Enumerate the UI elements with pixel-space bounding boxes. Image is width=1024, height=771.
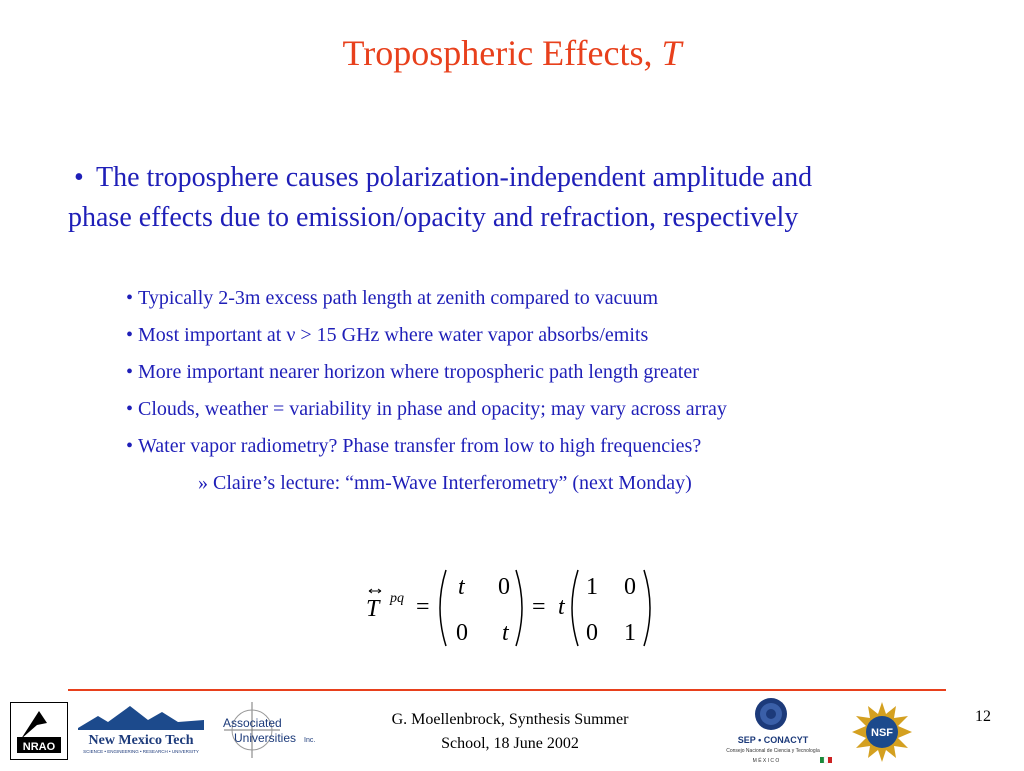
sub-bullet-2 [126, 324, 648, 347]
main-bullet-dot: • [74, 162, 84, 193]
m1-a22: t [502, 620, 509, 646]
associated-universities-logo [220, 700, 324, 760]
sub-bullet-dot: • [126, 435, 134, 457]
aui-line1: Associated [223, 716, 282, 730]
sub-bullet-text: Most important at ν > 15 GHz where water vapor absorbs/emits [138, 324, 649, 346]
nsf-logo [850, 700, 914, 764]
m2-a21: 0 [586, 620, 598, 646]
sub-sub-bullet: » Claire’s lecture: “mm-Wave Interferometry” (next Monday) [198, 472, 692, 494]
sub-bullet-dot: • [126, 324, 134, 346]
footer-line2: School, 18 June 2002 [441, 735, 579, 752]
sub-bullet-3 [126, 361, 699, 384]
sep-conacyt-text: SEP • CONACYT [737, 735, 809, 745]
title-text: Tropospheric Effects, [342, 33, 662, 73]
m1-a11: t [458, 574, 465, 600]
sub-bullet-1 [126, 287, 658, 310]
m2-a11: 1 [586, 574, 598, 600]
right-paren-2 [644, 570, 650, 646]
main-bullet-line-2: phase effects due to emission/opacity and refraction, respectively [68, 202, 799, 233]
new-mexico-tech-logo [78, 702, 204, 756]
sub-bullet-4 [126, 398, 727, 421]
m2-a22: 1 [624, 620, 636, 646]
title-italic-symbol: T [661, 33, 682, 73]
footer-divider [68, 689, 946, 691]
nrao-logo [10, 702, 68, 760]
sub-bullet-text: Typically 2-3m excess path length at zenith compared to vacuum [138, 287, 659, 309]
equation-superscript: pq [390, 591, 404, 606]
sub-bullet-text: Clouds, weather = variability in phase and opacity; may vary across array [138, 398, 727, 420]
equation-scalar: t [558, 594, 565, 620]
equation-equals-2: = [532, 594, 546, 620]
nrao-logo-text: NRAO [22, 741, 56, 753]
sub-bullet-text: More important nearer horizon where tropospheric path length greater [138, 361, 699, 383]
footer-line1: G. Moellenbrock, Synthesis Summer [391, 711, 629, 728]
main-bullet-line-1: The troposphere causes polarization-independent amplitude and [96, 162, 813, 193]
sub-bullet-dot: • [126, 361, 134, 383]
double-arrow-icon [369, 589, 381, 593]
jones-matrix-equation [360, 560, 680, 660]
sub-bullet-5 [126, 435, 701, 458]
right-paren-1 [516, 570, 522, 646]
nsf-text: NSF [871, 727, 893, 739]
sub-bullet-dot: • [126, 287, 134, 309]
sub-bullet-dot: • [126, 398, 134, 420]
m2-a12: 0 [624, 574, 636, 600]
left-paren-1 [440, 570, 446, 646]
m1-a12: 0 [498, 574, 510, 600]
mexico-text: M É X I C O [752, 758, 780, 764]
left-paren-2 [572, 570, 578, 646]
equation-symbol: T [366, 596, 380, 622]
aui-suffix: Inc. [304, 737, 316, 744]
page-number: 12 [975, 708, 991, 725]
conacyt-subtitle: Consejo Nacional de Ciencia y Tecnología [726, 748, 820, 754]
nmt-tagline: SCIENCE • ENGINEERING • RESEARCH • UNIVERSITY [83, 749, 199, 754]
footer-citation [340, 708, 680, 756]
slide-title [0, 32, 1024, 74]
sep-conacyt-logo [708, 696, 838, 766]
equation-equals-1: = [416, 594, 430, 620]
sub-bullet-text: Water vapor radiometry? Phase transfer from low to high frequencies? [138, 435, 702, 457]
m1-a21: 0 [456, 620, 468, 646]
aui-line2: Universities [234, 731, 297, 745]
nmt-name: New Mexico Tech [88, 733, 194, 748]
